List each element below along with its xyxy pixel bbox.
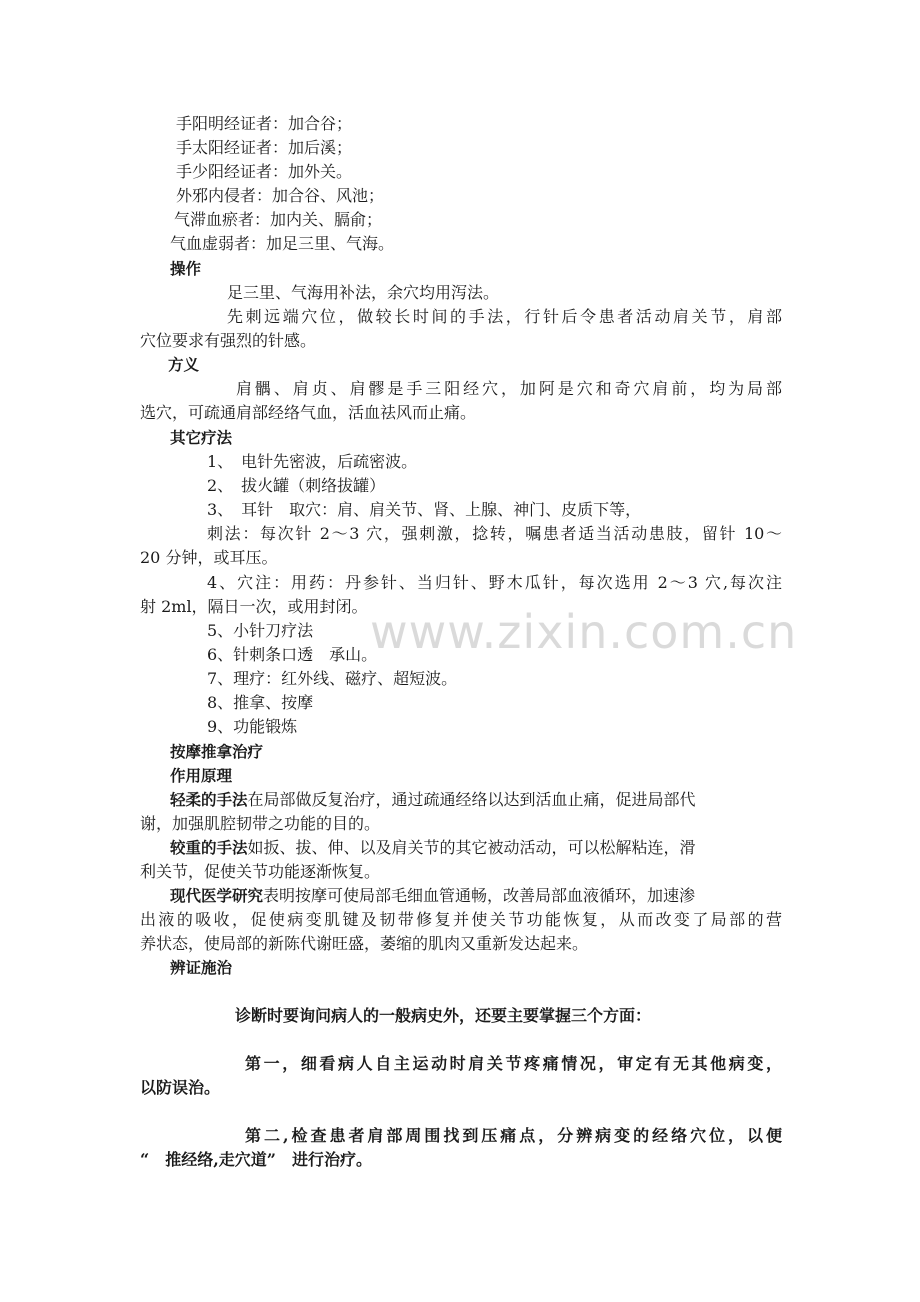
massage-paragraph-3-line-b: 出液的吸收，促使病变肌键及韧带修复并使关节功能恢复，从而改变了局部的营 [140, 910, 782, 929]
therapy-item-7: 7、理疗：红外线、磁疗、超短波。 [207, 669, 458, 688]
operation-line-1: 足三里、气海用补法，余穴均用泻法。 [227, 283, 500, 302]
massage-paragraph-1-line-a [170, 788, 782, 812]
massage-paragraph-3-line-a [170, 884, 782, 908]
diagnosis-heading: 辨证施治 [170, 959, 233, 977]
therapy-item-3-method-a: 刺法：每次针 2～3 穴，强刺激，捻转，嘱患者适当活动患肢，留针 10～ [207, 524, 782, 543]
watermark: www.zixin.com.cn [370, 605, 798, 659]
operation-line-2b: 穴位要求有强烈的针感。 [140, 331, 317, 350]
heavy-technique-text: 如扳、拔、伸、以及肩关节的其它被动活动，可以松解粘连，滑 [247, 838, 696, 857]
diagnosis-second-line-b: “ 推经络,走穴道” 进行治疗。 [140, 1150, 372, 1169]
heavy-technique-term: 较重的手法 [170, 839, 248, 857]
massage-paragraph-2-line-b: 利关节，促使关节功能逐渐恢复。 [140, 862, 381, 881]
diagnosis-second-line-a: 第二,检查患者肩部周围找到压痛点，分辨病变的经络穴位，以便 [245, 1126, 782, 1145]
therapy-item-4b: 射 2ml，隔日一次，或用封闭。 [140, 597, 368, 616]
operation-line-2a: 先刺远端穴位，做较长时间的手法，行针后令患者活动肩关节，肩部 [227, 307, 782, 326]
therapy-item-9: 9、功能锻炼 [207, 717, 298, 736]
modern-research-term: 现代医学研究 [170, 887, 264, 905]
massage-paragraph-2-line-a [170, 836, 782, 860]
therapy-item-4a: 4、穴注：用药：丹参针、当归针、野木瓜针，每次选用 2～3 穴,每次注 [207, 573, 782, 592]
diagnosis-intro: 诊断时要询问病人的一般病史外，还要主要掌握三个方面： [235, 1006, 652, 1025]
modern-research-text: 表明按摩可使局部毛细血管通畅，改善局部血液循环，加速渗 [263, 886, 696, 905]
therapy-item-3-method-b: 20 分钟，或耳压。 [140, 548, 278, 567]
massage-paragraph-1-line-b: 谢，加强肌腔韧带之功能的目的。 [140, 814, 381, 833]
massage-heading: 按摩推拿治疗 [170, 743, 264, 761]
other-therapies-heading: 其它疗法 [170, 429, 233, 447]
adjunct-point-5: 气滞血瘀者：加内关、膈俞； [174, 210, 383, 229]
adjunct-point-6: 气血虚弱者：加足三里、气海。 [170, 234, 395, 253]
formula-line-1b: 选穴，可疏通肩部经络气血，活血祛风而止痛。 [140, 403, 477, 422]
diagnosis-first-line-a: 第一，细看病人自主运动时肩关节疼痛情况，审定有无其他病变， [245, 1054, 782, 1073]
massage-paragraph-3-line-c: 养状态，使局部的新陈代谢旺盛，萎缩的肌肉又重新发达起来。 [140, 934, 589, 953]
gentle-technique-text: 在局部做反复治疗，通过疏通经络以达到活血止痛，促进局部代 [247, 790, 696, 809]
therapy-item-8: 8、推拿、按摩 [207, 693, 314, 712]
therapy-item-2: 2、 拔火罐（刺络拔罐） [207, 476, 386, 495]
diagnosis-first-line-b: 以防误治。 [140, 1078, 221, 1097]
therapy-item-6: 6、针刺条口透 承山。 [207, 645, 378, 664]
adjunct-point-1: 手阳明经证者：加合谷； [176, 114, 353, 133]
therapy-item-1: 1、 电针先密波，后疏密波。 [207, 452, 418, 471]
therapy-item-3: 3、 耳针 取穴：肩、肩关节、肾、上腺、神门、皮质下等， [207, 500, 642, 519]
adjunct-point-4: 外邪内侵者：加合谷、风池； [176, 186, 385, 205]
operation-heading: 操作 [170, 260, 202, 278]
gentle-technique-term: 轻柔的手法 [170, 791, 248, 809]
therapy-item-5: 5、小针刀疗法 [207, 621, 314, 640]
formula-heading: 方义 [168, 356, 200, 374]
adjunct-point-2: 手太阳经证者：加后溪； [176, 138, 353, 157]
massage-subheading: 作用原理 [170, 767, 233, 785]
adjunct-point-3: 手少阳经证者：加外关。 [176, 162, 353, 181]
formula-line-1a: 肩髃、肩贞、肩髎是手三阳经穴，加阿是穴和奇穴肩前，均为局部 [236, 379, 782, 398]
